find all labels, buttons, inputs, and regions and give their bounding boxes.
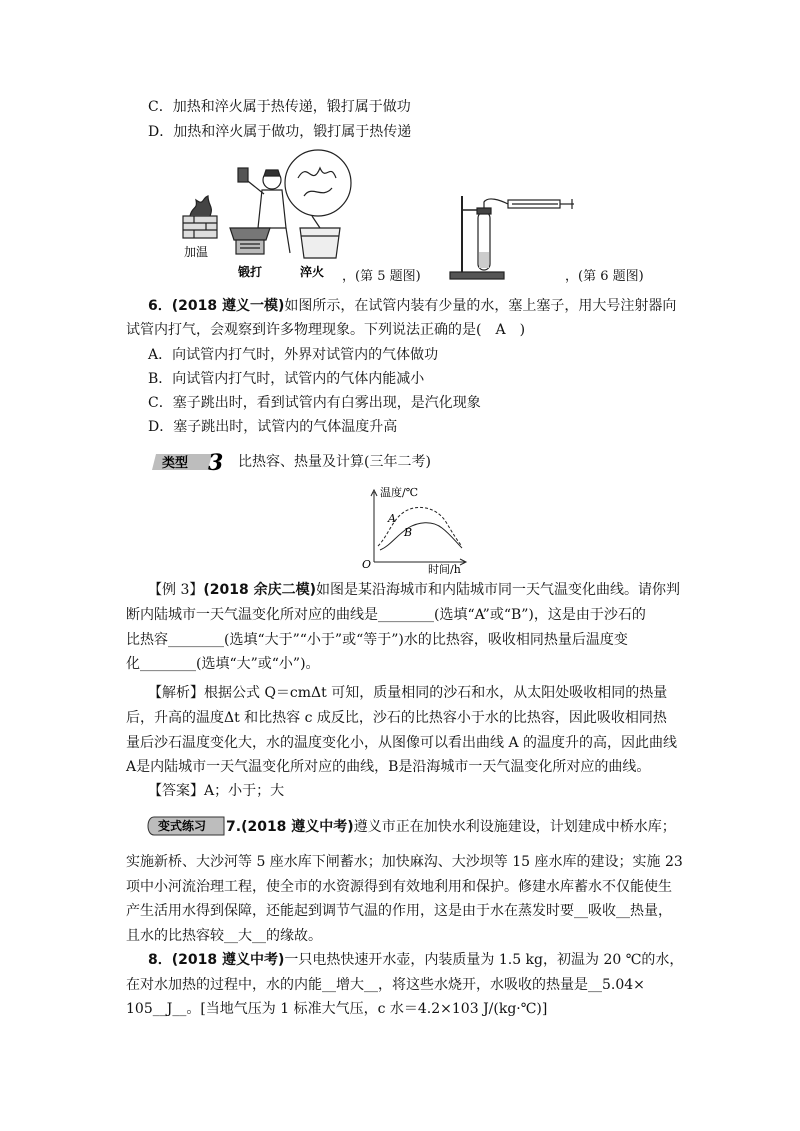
practice-badge (146, 815, 226, 837)
q7-text-1: 遵义市正在加快水利设施建设，计划建成中桥水库； (353, 819, 676, 835)
q7-text-4a: 产生活用水得到保障，还能起到调节气温的作用，这是由于水在蒸发时要 (126, 903, 574, 919)
q8-text-2b: ，将这些水烧开，水吸收的热量是 (378, 977, 588, 993)
section-badge-word: 类型 (162, 456, 189, 471)
graph-origin: O (362, 558, 372, 571)
graph-curve-a-label: A (388, 512, 396, 525)
q7-text-5a: 且水的比热容较 (126, 928, 224, 944)
q6-text-2: 试管内打气，会观察到许多物理现象。下列说法正确的是( A ) (126, 322, 526, 338)
q7-text-5b: 的缘故。 (266, 928, 322, 944)
q6-line-1 (148, 296, 676, 316)
analysis-line-3: 量后沙石温度变化大，水的温度变化小，从图像可以看出曲线 A 的温度升的高，因此曲线 (126, 735, 678, 751)
example3-text-2: 断内陆城市一天气温变化所对应的曲线是________(选填“A”或“B”)，这是由于沙石的 (126, 607, 646, 623)
q7-text-2: 实施新桥、大沙河等 5 座水库下闸蓄水；加快麻沟、大沙坝等 15 座水库的建设；实施 23 (126, 854, 683, 870)
section-title: 比热容、热量及计算(三年二考) (238, 454, 431, 470)
practice-badge-label: 变式练习 (158, 819, 207, 833)
q5-option-c: C．加热和淬火属于热传递，锻打属于做功 (148, 99, 411, 115)
q8-blank-2: __5.04× (588, 977, 645, 993)
q8-source: (2018 遵义中考) (171, 952, 285, 968)
blacksmith-drawing (230, 168, 290, 254)
label-forge: 锻打 (238, 265, 263, 279)
furnace-drawing (183, 196, 217, 238)
analysis-line-1: 【解析】根据公式 Q＝cmΔt 可知，质量相同的沙石和水，从太阳处吸收相同的热量 (148, 685, 668, 701)
example3-text-3: 比热容________(选填“大于”“小于”或“等于”)水的比热容，吸收相同热量后温度变 (126, 632, 628, 648)
q8-line-3 (126, 999, 547, 1019)
label-heat: 加温 (184, 245, 209, 259)
q6-source: (2018 遵义一模) (171, 298, 285, 314)
figure-5-caption: ，(第 5 题图) (342, 269, 421, 284)
figure-6-caption: ，(第 6 题图) (565, 269, 644, 284)
graph-curve-b-label: B (404, 526, 413, 539)
q5-option-d: D．加热和淬火属于做功，锻打属于热传递 (148, 124, 412, 140)
q8-number: 8． (148, 952, 172, 968)
q7-text-3: 项中小河流治理工程，使全市的水资源得到有效地利用和保护。修建水库蓄水不仅能使生 (126, 879, 672, 895)
q8-text-3a: 105__J__ (126, 1001, 187, 1017)
analysis-line-4: A是内陆城市一天气温变化所对应的曲线，B是沿海城市一天气温变化所对应的曲线。 (126, 759, 651, 775)
example3-lead: 【例 3】 (148, 582, 204, 598)
q8-text-1: 一只电热快速开水壶，内装质量为 1.5 kg，初温为 20 ℃的水， (284, 952, 684, 968)
q8-blank-1: __增大__ (322, 977, 378, 993)
q7-line-1 (226, 817, 676, 837)
section-badge (152, 451, 232, 473)
q6-option-c: C．塞子跳出时，看到试管内有白雾出现，是汽化现象 (148, 395, 481, 411)
q7-line-4 (126, 901, 672, 921)
label-quench: 淬火 (300, 265, 325, 279)
example3-text-4: 化________(选填“大”或“小”)。 (126, 656, 320, 672)
q6-option-b: B．向试管内打气时，试管内的气体内能减小 (148, 371, 425, 387)
q8-text-3b: 。[当地气压为 1 标准大气压，c 水＝4.2×103 J/(kg·℃)] (186, 1001, 548, 1017)
curve-b-line (380, 523, 462, 550)
answer-text: 【答案】A；小于；大 (148, 783, 285, 799)
temperature-graph (358, 484, 478, 574)
graph-xlabel: 时间/h (428, 563, 461, 574)
example3-line-1 (148, 580, 680, 600)
example3-source: (2018 余庆二模) (203, 582, 316, 598)
q8-text-2a: 在对水加热的过程中，水的内能 (126, 977, 322, 993)
analysis-line-2: 后，升高的温度Δt 和比热容 c 成反比，沙石的比热容小于水的比热容，因此吸收相同热 (126, 710, 667, 726)
q7-text-4b: 热量， (630, 903, 672, 919)
quench-drawing (285, 150, 351, 258)
q8-line-2 (126, 975, 645, 995)
q6-option-a: A．向试管内打气时，外界对试管内的气体做功 (148, 347, 439, 363)
figure-6-illustration (448, 190, 578, 282)
q7-source: (2018 遵义中考) (241, 819, 354, 835)
q6-option-d: D．塞子跳出时，试管内的气体温度升高 (148, 419, 398, 435)
q6-number: 6． (148, 298, 172, 314)
q7-blank-2: __大__ (224, 928, 266, 944)
q8-line-1 (148, 950, 683, 970)
q6-text-1: 如图所示，在试管内装有少量的水，塞上塞子，用大号注射器向 (284, 298, 677, 314)
graph-ylabel: 温度/℃ (380, 486, 419, 499)
example3-text-1: 如图是某沿海城市和内陆城市同一天气温变化曲线。请你判 (316, 582, 680, 598)
q7-line-5 (126, 926, 322, 946)
q7-number: 7. (226, 819, 242, 835)
section-badge-number: 3 (208, 451, 224, 473)
q7-blank-1: __吸收__ (574, 903, 630, 919)
